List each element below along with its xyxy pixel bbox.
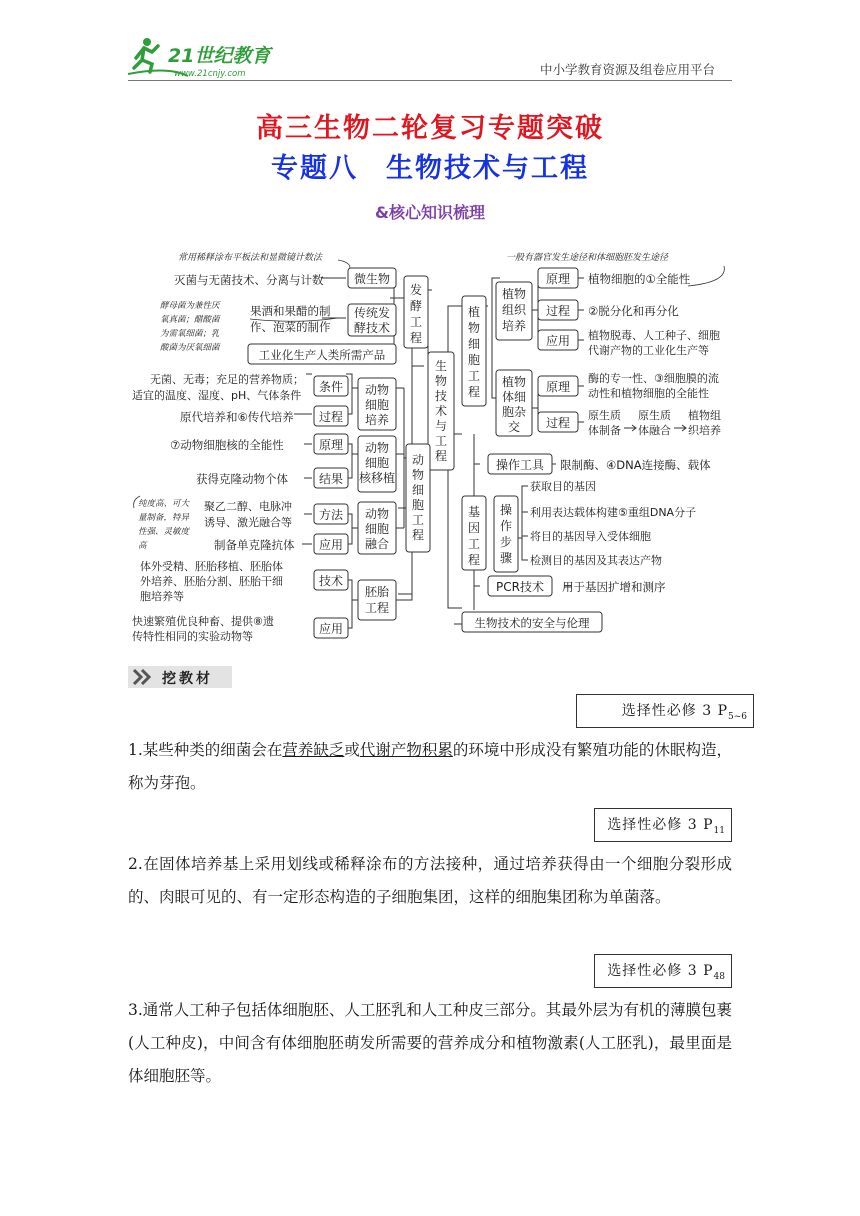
mind-map — [128, 238, 736, 644]
section-banner — [128, 666, 232, 688]
mm-culture-cond — [314, 376, 348, 396]
mm-nuclear-prin-detail: ⑦动物细胞核的全能性 — [170, 438, 284, 452]
topic-title — [0, 146, 860, 185]
svg-text:应用: 应用 — [545, 334, 571, 348]
svg-text:动物细胞核移植: 动物细胞核移植 — [358, 441, 396, 485]
mm-animal-eng — [406, 444, 430, 552]
mm-safety — [462, 612, 602, 632]
mm-tissue-prin-detail: 植物细胞的①全能性 — [588, 272, 691, 286]
svg-text:工业化生产人类所需产品: 工业化生产人类所需产品 — [258, 348, 386, 362]
mm-nuclear-prin — [314, 434, 348, 454]
mm-microbe-note: 常用稀释涂布平板法和显微镜计数法 — [178, 253, 323, 263]
mm-fermentation — [404, 276, 428, 348]
mm-embryo-tech-detail: 体外受精、胚胎移植、胚胎体外培养、胚胎分割、胚胎干细胞培养等 — [140, 560, 283, 603]
mm-embryo-tech — [314, 570, 348, 590]
mm-fusion-apply — [314, 534, 348, 554]
header-divider — [128, 80, 732, 81]
paragraph-2: 2.在固体培养基上采用划线或稀释涂布的方法接种，通过培养获得由一个细胞分裂形成的、肉眼可见的、有一定形态构造的子细胞集团，这样的细胞集团称为单菌落。 — [128, 855, 732, 906]
mm-culture-proc-detail: 原代培养和⑥传代培养 — [180, 410, 294, 424]
topic-name: 生物技术与工程 — [386, 153, 589, 184]
mm-animal-culture — [358, 378, 396, 430]
mm-gene-steps — [494, 496, 518, 572]
double-chevron-icon — [132, 669, 158, 685]
svg-text:方法: 方法 — [318, 508, 344, 522]
mm-fusion — [358, 502, 396, 554]
mm-tissue — [496, 282, 532, 340]
mm-traditional-note: 酵母菌为兼性厌氧真菌；醋酸菌为需氧细菌；乳酸菌为厌氧细菌 — [160, 301, 220, 353]
mm-plant-eng — [462, 296, 486, 406]
mm-tissue-proc — [538, 300, 578, 320]
site-logo — [128, 36, 298, 80]
svg-text:原理: 原理 — [545, 272, 571, 286]
mm-culture-cond-detail: 无菌、无毒；充足的营养物质；适宜的温度、湿度、pH、气体条件 — [132, 373, 304, 402]
mm-nuclear — [358, 436, 396, 492]
svg-text:动物细胞培养: 动物细胞培养 — [364, 383, 390, 427]
svg-text:结果: 结果 — [318, 472, 344, 486]
svg-text:动物细胞工程: 动物细胞工程 — [411, 453, 425, 542]
mm-fusion-apply-detail: 制备单克隆抗体 — [214, 538, 295, 552]
svg-text:微生物: 微生物 — [353, 272, 391, 286]
mm-traditional — [348, 304, 396, 336]
mm-gene-pcr — [488, 576, 552, 596]
mm-hybrid-step-3: 植物组织培养 — [688, 409, 721, 437]
svg-text:过程: 过程 — [545, 416, 571, 430]
mm-embryo-apply-detail: 快速繁殖优良种畜、提供⑧遗传特性相同的实验动物等 — [132, 615, 274, 643]
mm-hybrid-step-1: 原生质体制备 — [588, 409, 621, 437]
ref-box-3: 选择性必修 3 $P_{48}$ — [594, 954, 732, 988]
svg-text:应用: 应用 — [318, 538, 344, 552]
svg-text:传统发酵技术: 传统发酵技术 — [353, 306, 391, 335]
ref-box-1: 选择性必修 3 $P_{5\sim 6}$ — [576, 694, 754, 728]
svg-text:过程: 过程 — [545, 304, 571, 318]
mm-industrial — [248, 344, 396, 364]
section-label: 挖教材 — [162, 671, 213, 687]
svg-text:发酵工程: 发酵工程 — [409, 283, 423, 345]
mm-tissue-apply — [538, 330, 578, 350]
section-subtitle: &核心知识梳理 — [375, 203, 485, 222]
svg-text:原理: 原理 — [318, 438, 344, 452]
svg-text:植物组织培养: 植物组织培养 — [501, 287, 527, 333]
svg-text:应用: 应用 — [318, 622, 344, 636]
mm-tissue-note: 一般有器官发生途径和体细胞胚发生途径 — [506, 253, 669, 263]
mm-fusion-method-detail: 聚乙二醇、电脉冲诱导、激光融合等 — [204, 500, 292, 529]
mm-tissue-proc-detail: ②脱分化和再分化 — [588, 304, 679, 318]
mm-gene-pcr-detail: 用于基因扩增和测序 — [562, 580, 666, 594]
svg-text:条件: 条件 — [318, 380, 344, 394]
mm-hybrid — [496, 370, 532, 436]
ref-box-2: 选择性必修 3 $P_{11}$ — [594, 808, 732, 842]
svg-text:技术: 技术 — [318, 574, 344, 588]
svg-text:生物技术的安全与伦理: 生物技术的安全与伦理 — [474, 616, 590, 630]
svg-text:操作步骤: 操作步骤 — [499, 503, 513, 565]
mm-hybrid-proc — [538, 412, 578, 432]
mm-tissue-apply-detail: 植物脱毒、人工种子、细胞代谢产物的工业化生产等 — [588, 329, 720, 357]
mm-gene-step-2: 利用表达载体构建⑤重组DNA分子 — [530, 506, 697, 519]
mm-embryo — [358, 580, 396, 620]
paragraph-1: 1.某些种类的细菌会在营养缺乏或代谢产物积累的环境中形成没有繁殖功能的休眠构造，称为芽孢。 — [128, 741, 732, 792]
svg-text:过程: 过程 — [318, 410, 344, 424]
svg-text:原理: 原理 — [545, 380, 571, 394]
mm-center — [428, 352, 454, 470]
mm-microbe — [348, 268, 396, 288]
mm-hybrid-prin — [538, 376, 578, 396]
logo-text: 21世纪教育 — [168, 45, 271, 67]
mm-gene-eng — [462, 496, 486, 570]
mm-hybrid-prin-detail: 酶的专一性、③细胞膜的流动性和植物细胞的全能性 — [588, 372, 719, 400]
svg-text:PCR技术: PCR技术 — [496, 580, 544, 594]
mm-gene-tools — [488, 454, 552, 474]
mm-hybrid-step-2: 原生质体融合 — [638, 409, 671, 437]
mm-nuclear-result-detail: 获得克隆动物个体 — [196, 472, 288, 486]
paragraph-3: 3.通常人工种子包括体细胞胚、人工胚乳和人工种皮三部分。其最外层为有机的薄膜包裹(人工种皮)，中间含有体细胞胚萌发所需要的营养成分和植物激素(人工胚乳)，最里面是体细胞胚等。 — [128, 1001, 732, 1085]
svg-text:动物细胞融合: 动物细胞融合 — [364, 507, 390, 551]
svg-text:生物技术与工程: 生物技术与工程 — [434, 359, 448, 463]
logo-url: www.21cnjy.com — [174, 69, 246, 79]
mm-microbe-detail: 灭菌与无菌技术、分离与计数 — [174, 273, 324, 287]
mm-nuclear-result — [314, 468, 348, 488]
mm-gene-step-3: 将目的基因导入受体细胞 — [530, 530, 651, 543]
topic-number: 专题八 — [271, 153, 358, 184]
document-title: 高三生物二轮复习专题突破 — [256, 113, 604, 144]
mm-tissue-prin — [538, 268, 578, 288]
mm-gene-tools-detail: 限制酶、④DNA连接酶、载体 — [560, 458, 711, 472]
svg-text:基因工程: 基因工程 — [467, 505, 481, 567]
mm-gene-step-1: 获取目的基因 — [530, 480, 596, 493]
mm-traditional-detail: 果酒和果醋的制作、泡菜的制作 — [250, 304, 331, 334]
platform-name: 中小学教育资源及组卷应用平台 — [540, 62, 716, 77]
mm-gene-step-4: 检测目的基因及其表达产物 — [530, 554, 662, 567]
mm-fusion-method — [314, 504, 348, 524]
mm-culture-proc — [314, 406, 348, 426]
svg-text:操作工具: 操作工具 — [495, 458, 545, 472]
svg-text:植物体细胞杂交: 植物体细胞杂交 — [501, 375, 527, 434]
svg-text:胚胎工程: 胚胎工程 — [364, 585, 390, 615]
mm-fusion-note: 纯度高、可大量制备，特异性强、灵敏度高 — [138, 499, 190, 551]
mm-embryo-apply — [314, 618, 348, 638]
svg-text:植物细胞工程: 植物细胞工程 — [467, 305, 481, 399]
